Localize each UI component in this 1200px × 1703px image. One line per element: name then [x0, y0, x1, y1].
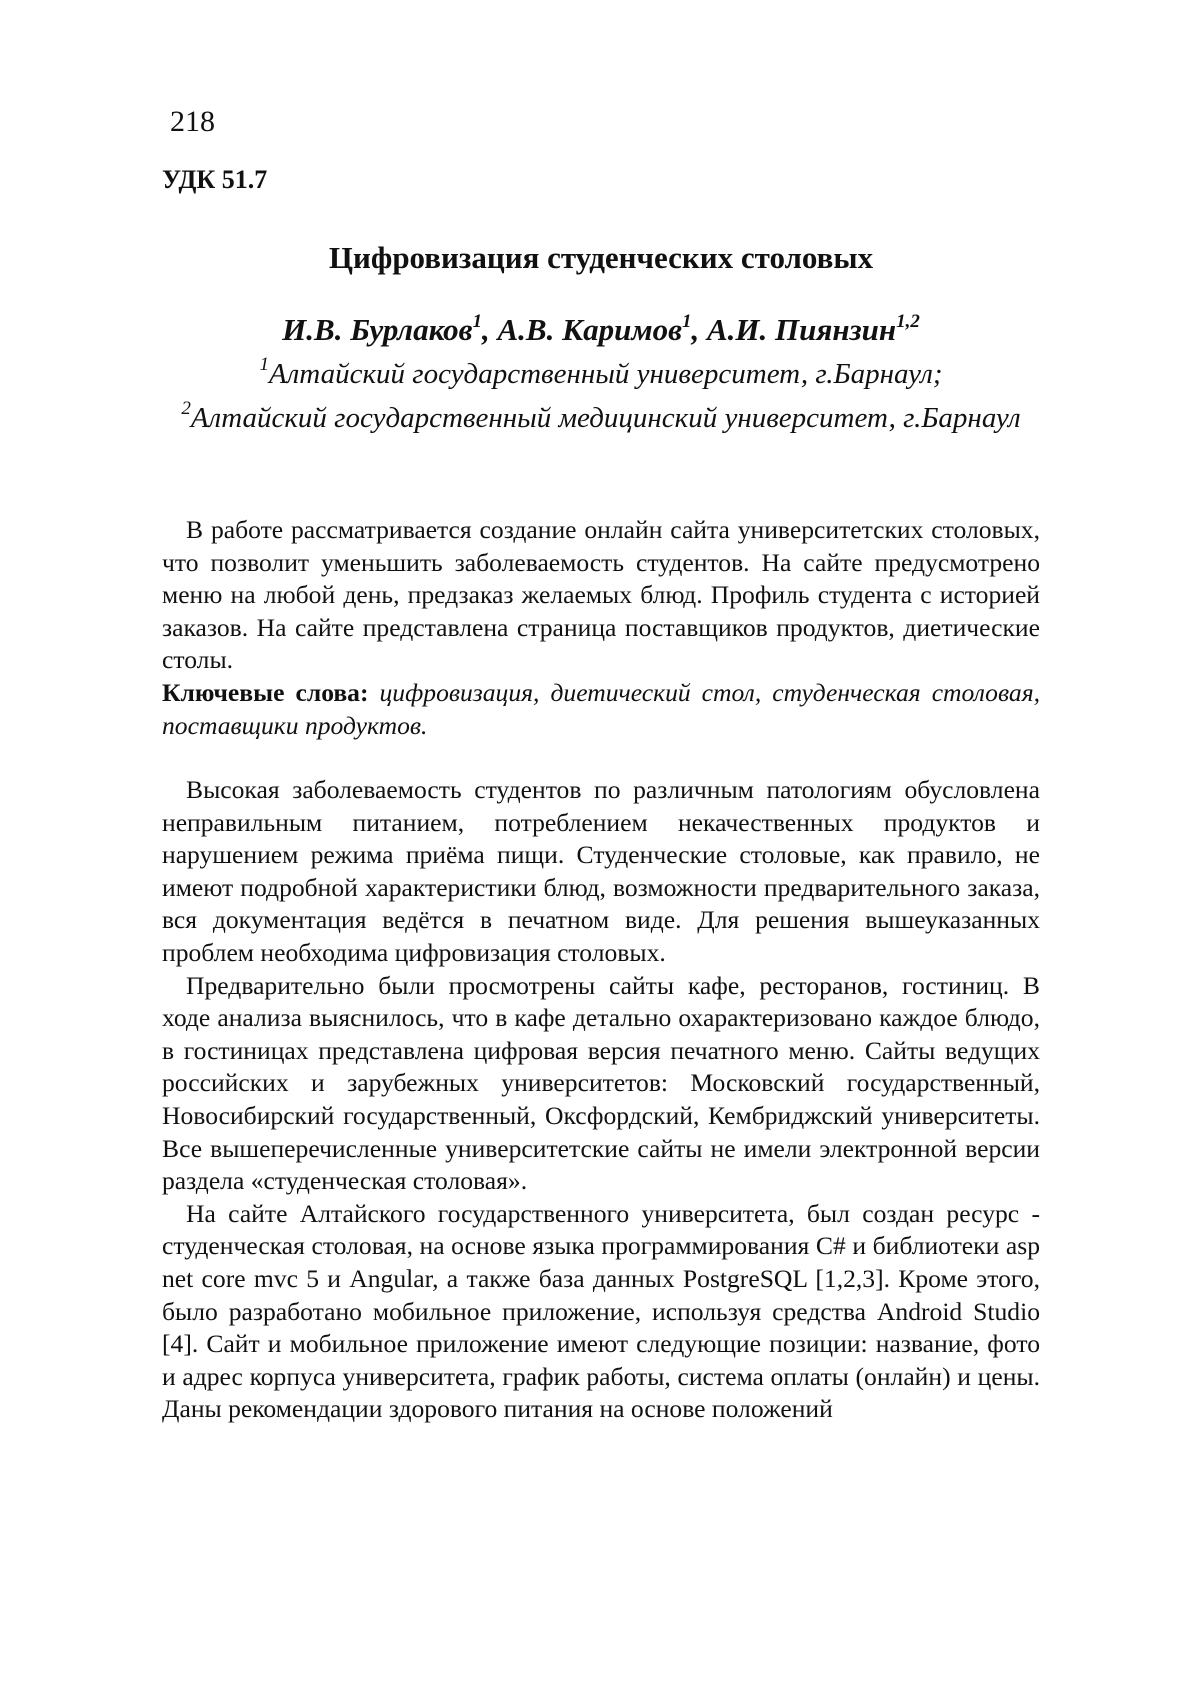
- author-separator: ,: [691, 312, 707, 347]
- affiliation-text: Алтайский государственный университет, г.Барнаул;: [269, 358, 943, 390]
- udk-code: УДК 51.7: [162, 164, 267, 196]
- author-separator: ,: [482, 312, 498, 347]
- affiliation-1: [162, 354, 1040, 394]
- affiliation-mark: 1: [259, 354, 269, 375]
- paper-title: Цифровизация студенческих столовых: [162, 238, 1040, 278]
- affiliation-2: [162, 398, 1040, 438]
- affiliation-text: Алтайский государственный медицинский университет, г.Барнаул: [191, 402, 1021, 434]
- body-paragraph: На сайте Алтайского государственного университета, был создан ресурс - студенческая столовая, на основе языка программирования C# и библиотеки asp net core mvc 5 и Angular, а также база данных PostgreSQL [1,2,3]. Кроме этого, было разработано мобильное приложение, используя средства Android Studio [4]. Сайт и мобильное приложение имеют следующие позиции: название, фото и адрес корпуса университета, график работы, система оплаты (онлайн) и цены. Даны рекомендации здорового питания на основе положений: [162, 1198, 1040, 1426]
- keywords-block: [162, 677, 1040, 742]
- author-name: И.В. Бурлаков: [282, 312, 472, 347]
- author-name: А.В. Каримов: [497, 312, 681, 347]
- author-list: [162, 310, 1040, 350]
- keywords-label: Ключевые слова:: [162, 678, 369, 707]
- body-paragraph: Предварительно были просмотрены сайты кафе, ресторанов, гостиниц. В ходе анализа выяснилось, что в кафе детально охарактеризовано каждое блюдо, в гостиницах представлена цифровая версия печатного меню. Сайты ведущих российских и зарубежных университетов: Московский государственный, Новосибирский государственный, Оксфордский, Кембриджский университеты. Все вышеперечисленные университетские сайты не имели электронной версии раздела «студенческая столовая».: [162, 970, 1040, 1198]
- author-affiliation-mark: 1: [472, 311, 482, 332]
- author-affiliation-mark: 1,2: [896, 311, 920, 332]
- body-paragraph: Высокая заболеваемость студентов по различным патологиям обусловлена неправильным питанием, потреблением некачественных продуктов и нарушением режима приёма пищи. Студенческие столовые, как правило, не имеют подробной характеристики блюд, возможности предварительного заказа, вся документация ведётся в печатном виде. Для решения вышеуказанных проблем необходима цифровизация столовых.: [162, 774, 1040, 970]
- main-text: [162, 774, 1040, 1426]
- author-name: А.И. Пиянзин: [707, 312, 896, 347]
- abstract-text: В работе рассматривается создание онлайн сайта университетских столовых, что позволит уменьшить заболеваемость студентов. На сайте предусмотрено меню на любой день, предзаказ желаемых блюд. Профиль студента с историей заказов. На сайте представлена страница поставщиков продуктов, диетические столы.: [162, 514, 1040, 677]
- abstract: [162, 514, 1040, 677]
- author-affiliation-mark: 1: [682, 311, 692, 332]
- keywords-value: цифровизация, диетический стол, студенческая столовая, поставщики продуктов.: [162, 678, 1040, 740]
- affiliation-mark: 2: [181, 398, 191, 419]
- page-number: 218: [170, 104, 215, 140]
- paper-page: [0, 0, 1200, 1703]
